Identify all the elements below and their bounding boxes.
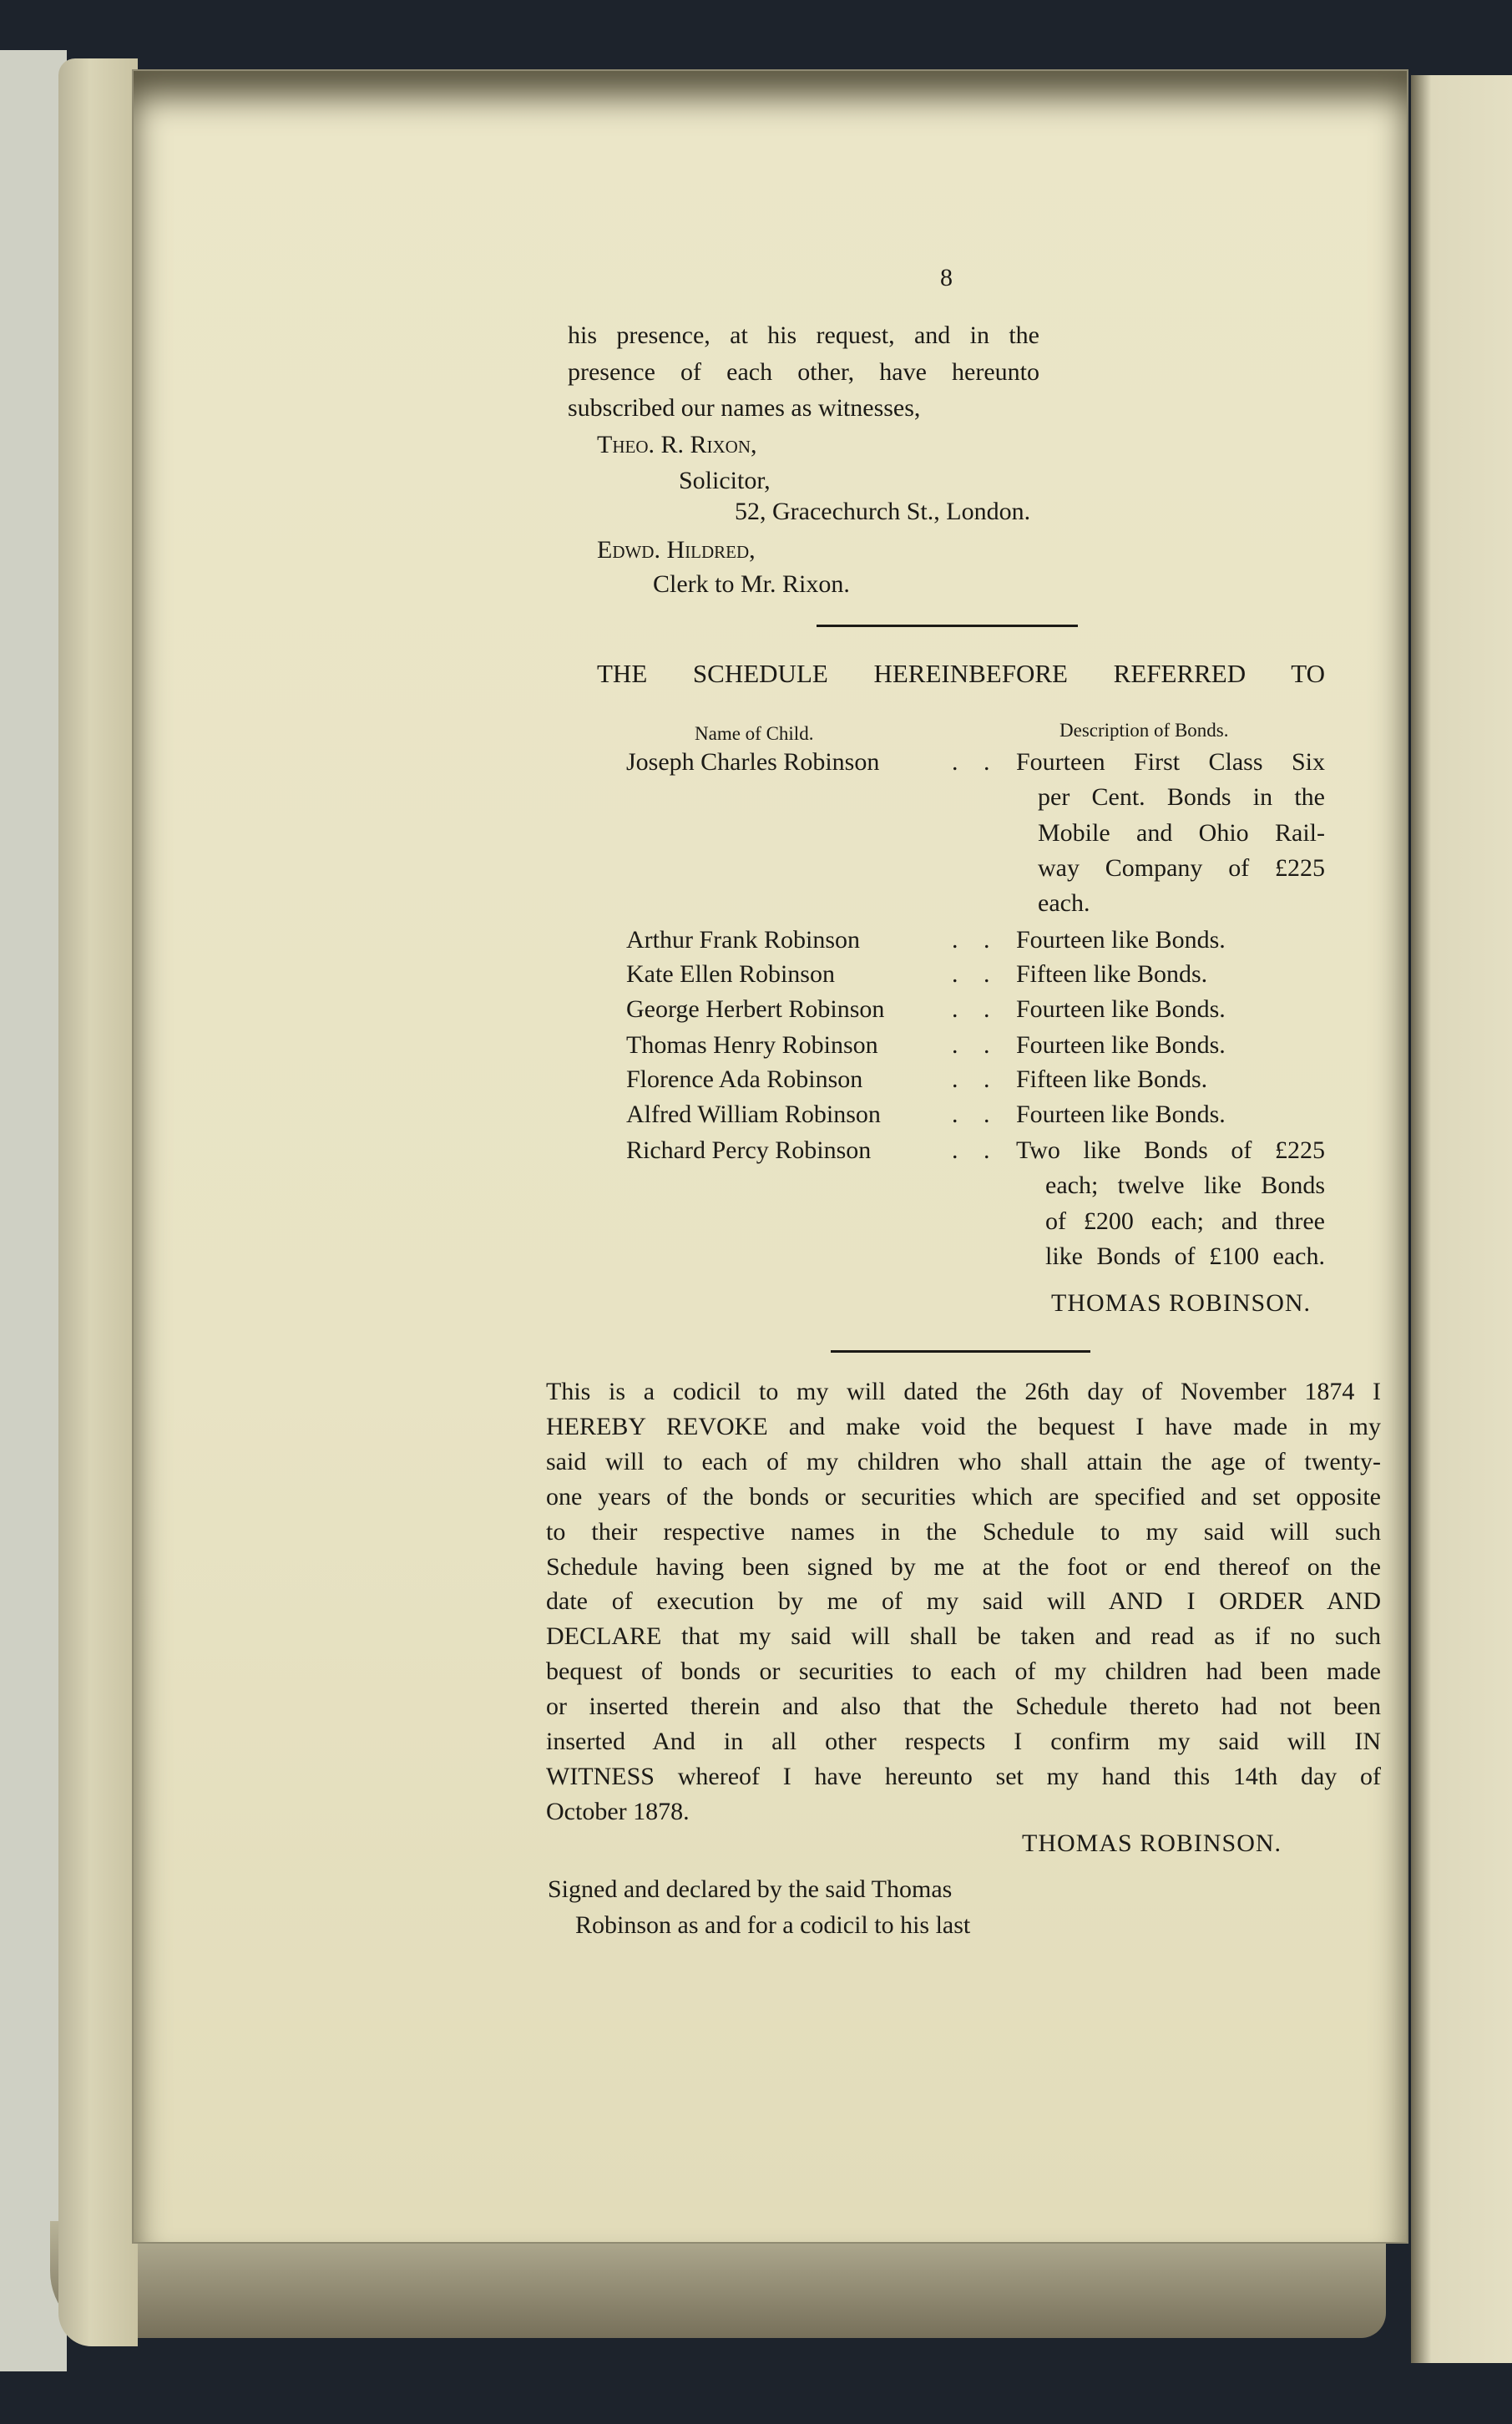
page-stack-edge: [58, 58, 138, 2346]
next-page-edge: [1411, 75, 1512, 2363]
child-name: Arthur Frank Robinson: [626, 926, 860, 954]
leader-dot: .: [952, 1065, 958, 1093]
schedule-heading: THE SCHEDULE HEREINBEFORE REFERRED TO: [597, 659, 1325, 688]
codicil-attestation-line: Robinson as and for a codicil to his last: [575, 1911, 971, 1939]
bond-description-line: per Cent. Bonds in the: [1038, 783, 1325, 812]
codicil-line: DECLARE that my said will shall be taken and read as if no such: [546, 1622, 1381, 1651]
column-header-name: Name of Child.: [695, 723, 814, 744]
bond-description-line: like Bonds of £100 each.: [1045, 1242, 1325, 1270]
codicil-line: or inserted therein and also that the Schedule thereto had not been: [546, 1693, 1381, 1721]
previous-page-edge: [0, 50, 67, 2371]
bond-description-line: Fourteen like Bonds.: [1016, 926, 1226, 954]
leader-dot: .: [984, 960, 990, 988]
leader-dot: .: [984, 1136, 990, 1164]
codicil-attestation-line: Signed and declared by the said Thomas: [548, 1875, 953, 1903]
codicil-line: Schedule having been signed by me at the foot or end thereof on the: [546, 1552, 1381, 1581]
child-name: Richard Percy Robinson: [626, 1136, 872, 1164]
witness-address: 52, Gracechurch St., London.: [735, 498, 1031, 525]
leader-dot: .: [984, 995, 990, 1023]
leader-dot: .: [984, 748, 990, 776]
bond-description-line: Fifteen like Bonds.: [1016, 960, 1208, 988]
witness-name: Theo. R. Rixon,: [597, 431, 757, 458]
codicil-line: one years of the bonds or securities which are specified and set opposite: [546, 1482, 1381, 1511]
leader-dot: .: [952, 995, 958, 1023]
bond-description-line: each; twelve like Bonds: [1045, 1172, 1325, 1200]
leader-dot: .: [952, 960, 958, 988]
attestation-line: subscribed our names as witnesses,: [568, 394, 921, 422]
leader-dot: .: [952, 1101, 958, 1128]
divider: [817, 625, 1078, 627]
codicil-line: said will to each of my children who shall attain the age of twenty-: [546, 1447, 1381, 1475]
codicil-line: date of execution by me of my said will AND I ORDER AND: [546, 1587, 1381, 1616]
codicil-line: bequest of bonds or securities to each of my children had been made: [546, 1657, 1381, 1686]
codicil-line: to their respective names in the Schedule to my said will such: [546, 1517, 1381, 1546]
codicil-line: WITNESS whereof I have hereunto set my hand this 14th day of: [546, 1762, 1381, 1790]
witness-title: Clerk to Mr. Rixon.: [653, 570, 850, 598]
codicil-line: This is a codicil to my will dated the 26th day of November 1874 I: [546, 1378, 1381, 1405]
witness-title: Solicitor,: [679, 467, 771, 494]
codicil-line: HEREBY REVOKE and make void the bequest I have made in my: [546, 1412, 1381, 1440]
bond-description-line: Fourteen First Class Six: [1016, 748, 1325, 776]
leader-dot: .: [952, 1031, 958, 1059]
bond-description-line: of £200 each; and three: [1045, 1207, 1325, 1235]
child-name: Kate Ellen Robinson: [626, 960, 835, 988]
attestation-line: his presence, at his request, and in the: [568, 321, 1039, 349]
bond-description-line: way Company of £225: [1038, 853, 1325, 882]
page-number: 8: [940, 264, 953, 291]
leader-dot: .: [952, 748, 958, 776]
codicil-line: inserted And in all other respects I confirm my said will IN: [546, 1728, 1381, 1755]
leader-dot: .: [984, 1101, 990, 1128]
child-name: Florence Ada Robinson: [626, 1065, 863, 1093]
bond-description-line: Fourteen like Bonds.: [1016, 995, 1226, 1023]
bond-description-line: Mobile and Ohio Rail-: [1038, 818, 1325, 847]
bond-description-line: Fifteen like Bonds.: [1016, 1065, 1208, 1093]
column-header-description: Description of Bonds.: [1059, 720, 1229, 741]
signature: THOMAS ROBINSON.: [1051, 1289, 1312, 1317]
leader-dot: .: [952, 926, 958, 954]
bond-description-line: each.: [1038, 889, 1090, 918]
codicil-signature: THOMAS ROBINSON.: [1022, 1829, 1282, 1857]
leader-dot: .: [984, 1065, 990, 1093]
bond-description-line: Fourteen like Bonds.: [1016, 1101, 1226, 1128]
leader-dot: .: [952, 1136, 958, 1164]
attestation-line: presence of each other, have hereunto: [568, 358, 1039, 386]
leader-dot: .: [984, 1031, 990, 1059]
child-name: Thomas Henry Robinson: [626, 1031, 878, 1059]
witness-name: Edwd. Hildred,: [597, 536, 756, 564]
leader-dot: .: [984, 926, 990, 954]
bond-description-line: Fourteen like Bonds.: [1016, 1031, 1226, 1059]
child-name: Joseph Charles Robinson: [626, 748, 880, 776]
bond-description-line: Two like Bonds of £225: [1016, 1136, 1325, 1164]
codicil-line: October 1878.: [546, 1797, 690, 1825]
divider: [831, 1350, 1090, 1353]
child-name: Alfred William Robinson: [626, 1101, 881, 1128]
child-name: George Herbert Robinson: [626, 995, 885, 1023]
